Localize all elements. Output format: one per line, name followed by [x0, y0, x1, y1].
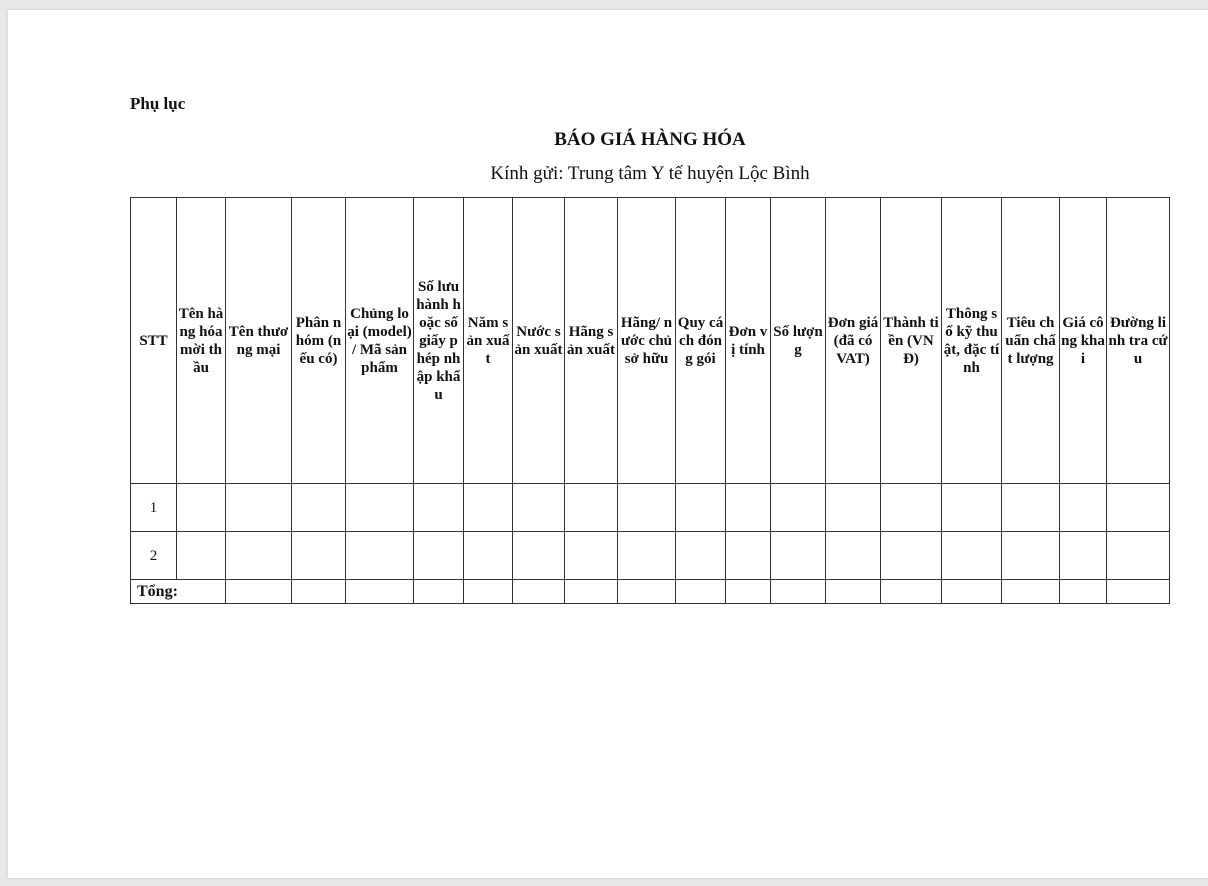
- table-cell: [1107, 532, 1170, 580]
- table-cell: [942, 532, 1002, 580]
- header-cell: Chủng loại (model) / Mã sản phẩm: [346, 198, 414, 484]
- table-cell: [1002, 532, 1060, 580]
- table-cell: [346, 580, 414, 604]
- header-cell: Đường linh tra cứu: [1107, 198, 1170, 484]
- table-cell: [881, 580, 942, 604]
- row-number-cell: 2: [131, 532, 177, 580]
- header-cell: STT: [131, 198, 177, 484]
- table-cell: [676, 532, 726, 580]
- table-row: [131, 532, 1170, 580]
- header-cell: Tiêu chuẩn chất lượng: [1002, 198, 1060, 484]
- quotation-table: [130, 197, 1170, 604]
- total-label: Tổng:: [131, 580, 226, 604]
- table-cell: [881, 532, 942, 580]
- table-cell: [565, 580, 618, 604]
- header-cell: Hãng sản xuất: [565, 198, 618, 484]
- header-cell: Nước sản xuất: [513, 198, 565, 484]
- table-cell: [771, 580, 826, 604]
- document-page: [8, 10, 1208, 878]
- table-cell: [414, 484, 464, 532]
- table-cell: [565, 484, 618, 532]
- table-cell: [726, 484, 771, 532]
- header-cell: Số lưu hành hoặc số giấy phép nhập khẩu: [414, 198, 464, 484]
- table-cell: [826, 484, 881, 532]
- header-cell: Số lượng: [771, 198, 826, 484]
- table-cell: [414, 580, 464, 604]
- header-cell: Đơn giá (đã có VAT): [826, 198, 881, 484]
- header-cell: Quy cách đóng gói: [676, 198, 726, 484]
- table-cell: [618, 580, 676, 604]
- table-cell: [464, 580, 513, 604]
- table-cell: [292, 532, 346, 580]
- table-cell: [676, 484, 726, 532]
- table-cell: [771, 532, 826, 580]
- header-cell: Giá công khai: [1060, 198, 1107, 484]
- table-cell: [513, 532, 565, 580]
- header-cell: Tên thương mại: [226, 198, 292, 484]
- table-cell: [1002, 580, 1060, 604]
- header-cell: Đơn vị tính: [726, 198, 771, 484]
- table-cell: [226, 484, 292, 532]
- table-cell: [1060, 580, 1107, 604]
- table-row: [131, 484, 1170, 532]
- recipient-line: Kính gửi: Trung tâm Y tế huyện Lộc Bình: [490, 163, 810, 184]
- table-cell: [1060, 532, 1107, 580]
- header-cell: Năm sản xuất: [464, 198, 513, 484]
- table-cell: [346, 484, 414, 532]
- table-cell: [942, 580, 1002, 604]
- row-number-cell: 1: [131, 484, 177, 532]
- table-header-row: [131, 198, 1170, 484]
- table-cell: [1060, 484, 1107, 532]
- table-cell: [565, 532, 618, 580]
- header-cell: Thông số kỹ thuật, đặc tính: [942, 198, 1002, 484]
- table-cell: [177, 484, 226, 532]
- table-cell: [1002, 484, 1060, 532]
- table-cell: [826, 580, 881, 604]
- table-cell: [618, 532, 676, 580]
- table-cell: [618, 484, 676, 532]
- table-cell: [292, 484, 346, 532]
- table-cell: [513, 580, 565, 604]
- header-cell: Thành tiền (VNĐ): [881, 198, 942, 484]
- total-row: [131, 580, 1170, 604]
- table-cell: [513, 484, 565, 532]
- table-cell: [726, 532, 771, 580]
- table-cell: [414, 532, 464, 580]
- table-cell: [177, 532, 226, 580]
- table-cell: [1107, 580, 1170, 604]
- header-cell: Hãng/ nước chủ sở hữu: [618, 198, 676, 484]
- table-cell: [226, 532, 292, 580]
- table-cell: [292, 580, 346, 604]
- table-cell: [881, 484, 942, 532]
- table-cell: [726, 580, 771, 604]
- table-cell: [464, 532, 513, 580]
- table-cell: [771, 484, 826, 532]
- table-cell: [942, 484, 1002, 532]
- header-cell: Phân nhóm (nếu có): [292, 198, 346, 484]
- table-cell: [1107, 484, 1170, 532]
- table-cell: [676, 580, 726, 604]
- document-title: BÁO GIÁ HÀNG HÓA: [554, 129, 746, 150]
- table-cell: [346, 532, 414, 580]
- header-cell: Tên hàng hóa mời thầu: [177, 198, 226, 484]
- table-cell: [464, 484, 513, 532]
- table-cell: [226, 580, 292, 604]
- table-cell: [826, 532, 881, 580]
- appendix-label: Phụ lục: [130, 94, 186, 113]
